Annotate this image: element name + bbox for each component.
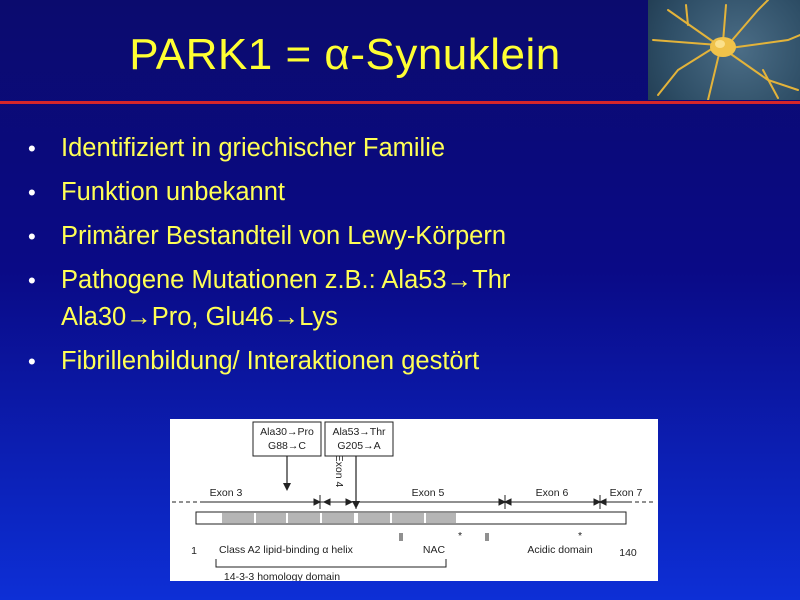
bullet-dot-icon: • — [28, 136, 36, 161]
exon-4-label: Exon 4 — [333, 454, 345, 488]
domain-class-a2-label: Class A2 lipid-binding α helix — [219, 544, 353, 556]
bullet-text: Funktion unbekannt — [61, 178, 285, 206]
domain-acidic-label: Acidic domain — [527, 544, 593, 556]
bullet-text: Pathogene Mutationen z.B.: Ala53→Thr — [61, 266, 511, 294]
bullet-item — [28, 130, 768, 167]
exon-3-label: Exon 3 — [209, 487, 243, 499]
bullet-text-continued: Ala30→Pro, Glu46→Lys — [61, 303, 338, 331]
bullet-text: Primärer Bestandteil von Lewy-Körpern — [61, 222, 507, 250]
bullet-item — [28, 262, 768, 336]
bullet-dot-icon: • — [28, 268, 36, 293]
mutation-ala53-line1: Ala53→Thr — [332, 426, 386, 438]
asterisk-marker-2: * — [577, 530, 583, 542]
gene-diagram-svg — [170, 419, 658, 581]
bullet-dot-icon: • — [28, 349, 36, 374]
bullet-item — [28, 343, 768, 380]
title-divider — [0, 101, 800, 104]
position-start: 1 — [191, 545, 197, 557]
neuron-photo — [648, 0, 800, 100]
bullet-item — [28, 218, 768, 255]
bullet-text: Identifiziert in griechischer Familie — [61, 134, 446, 162]
arrowhead-ala30-icon — [283, 483, 291, 491]
bullet-item — [28, 174, 768, 211]
position-end: 140 — [619, 547, 637, 559]
homology-bracket — [216, 559, 446, 567]
lipid-binding-repeats — [222, 513, 456, 523]
mutation-ala53-line2: G205→A — [337, 440, 381, 452]
bullet-dot-icon: • — [28, 180, 36, 205]
slide-title: PARK1 = α-Synuklein — [129, 30, 561, 79]
mutation-ala30-line2: G88→C — [268, 440, 306, 452]
asterisk-marker-1: * — [457, 530, 463, 542]
exon-7-label: Exon 7 — [609, 487, 643, 499]
exon-5-label: Exon 5 — [411, 487, 445, 499]
domain-nac-label: NAC — [422, 544, 446, 556]
synuclein-gene-diagram — [170, 419, 658, 581]
bullet-list — [28, 130, 768, 387]
bullet-text: Fibrillenbildung/ Interaktionen gestört — [61, 347, 480, 375]
exon-6-label: Exon 6 — [535, 487, 569, 499]
neuron-illustration — [648, 0, 800, 100]
homology-domain-label: 14-3-3 homology domain — [223, 571, 341, 581]
mutation-ala30-line1: Ala30→Pro — [260, 426, 314, 438]
bullet-dot-icon: • — [28, 224, 36, 249]
